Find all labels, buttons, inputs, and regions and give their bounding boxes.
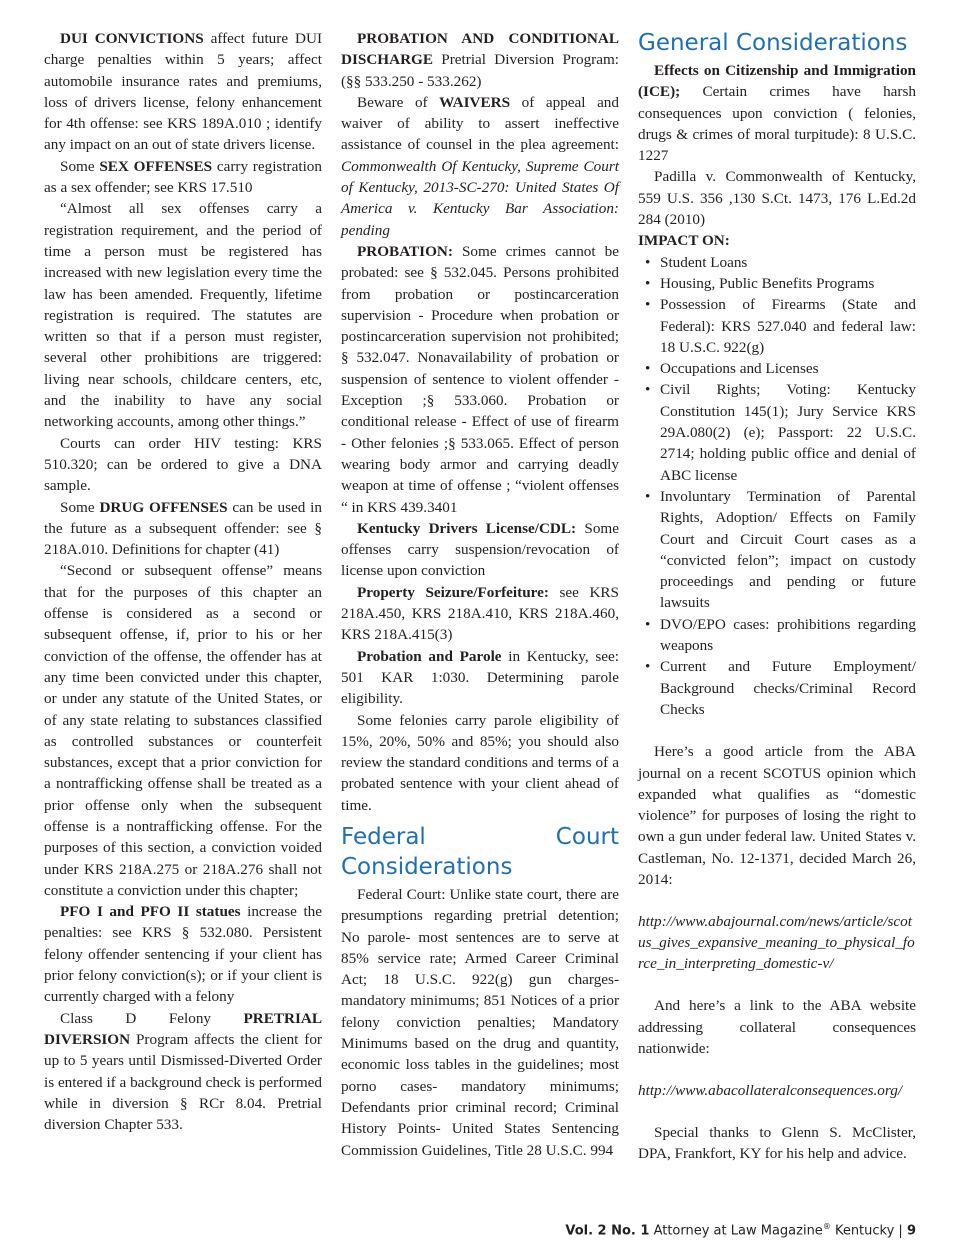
special-thanks-paragraph: Special thanks to Glenn S. McClister, DPA, Frankfort, KY for his help and advice. [638,1124,916,1163]
parole-eligibility-paragraph: Some felonies carry parole eligibility of 15%, 20%, 50% and 85%; you should also review the standard conditions and terms of a probated sentence with your client ahead of time. [341,711,619,814]
impact-heading: IMPACT ON: [638,232,730,250]
list-item: • Civil Rights; Voting: Kentucky Constitution 145(1); Jury Service KRS 29A.080(2) (e); Passport: 22 U.S.C. 2714; holding public office and denial of ABC license [660,379,916,485]
collateral-consequences-link[interactable]: http://www.abacollateralconsequences.org/ [638,1082,903,1100]
probation-discharge-paragraph: PROBATION AND CONDITIONAL DISCHARGE Pretrial Diversion Program: (§§ 533.250 - 533.262) [341,30,619,90]
federal-court-paragraph: Federal Court: Unlike state court, there are presumptions regarding pretrial detention; No parole- most sentences are to serve at 85% service rate; Armed Career Criminal Act; 18 U.S.C. 922(g) gun charges- mandatory minimums; 851 Notices of a prior felony conviction penalties; Mandatory Minimums based on the drug and quantity, economic loss tables in the guidelines; most porno cases- mandatory minimums; Defendants prior criminal record; Criminal History Points- United States Sentencing Commission Guidelines, Title 28 U.S.C. 994 [341,885,619,1159]
list-item: • Occupations and Licenses [660,358,916,379]
list-item: • Involuntary Termination of Parental Rights, Adoption/ Effects on Family Court and Circuit Court cases as a “convicted felon”; impact on custody proceedings and pending or future lawsuits [660,486,916,614]
pfo-paragraph: PFO I and PFO II statues increase the penalties: see KRS § 532.080. Persistent felony offender sentencing if your client has prior felony conviction(s); or if your client is currently charged with a felony [44,903,322,1006]
page-number: 9 [906,1223,916,1239]
list-item: • Current and Future Employment/ Background checks/Criminal Record Checks [660,656,916,720]
immigration-paragraph: Effects on Citizenship and Immigration (ICE); Certain crimes have harsh consequences upon conviction ( felonies, drugs & crimes of moral turpitude): 8 U.S.C. 1227 [638,62,916,165]
column-3 [638,28,916,1165]
aba-website-paragraph: And here’s a link to the ABA website addressing collateral consequences nationwide: [638,997,916,1057]
page-footer: Vol. 2 No. 1 Attorney at Law Magazine® Kentucky | 9 [565,1222,916,1239]
list-item: • DVO/EPO cases: prohibitions regarding weapons [660,614,916,657]
drivers-license-paragraph: Kentucky Drivers License/CDL: Some offenses carry suspension/revocation of license upon conviction [341,519,619,580]
magazine-name: Attorney at Law Magazine [649,1223,823,1239]
drug-offenses-paragraph: Some DRUG OFFENSES can be used in the future as a subsequent offender: see § 218A.010. Definitions for chapter (41) [44,498,322,559]
parole-paragraph: Probation and Parole in Kentucky, see: 501 KAR 1:030. Determining parole eligibility. [341,647,619,708]
aba-article-paragraph: Here’s a good article from the ABA journal on a recent SCOTUS opinion which expanded what qualifies as “domestic violence” for purposes of losing the right to own a gun under federal law. United States v. Castleman, No. 12-1371, decided March 26, 2014: [638,743,916,888]
list-item: • Housing, Public Benefits Programs [660,273,916,294]
padilla-citation: Padilla v. Commonwealth of Kentucky, 559 U.S. 356 ,130 S.Ct. 1473, 176 L.Ed.2d 284 (2010) [638,168,916,229]
federal-court-heading: Federal Court Considerations [341,823,619,880]
issue-label: Vol. 2 No. 1 [565,1223,650,1239]
hiv-paragraph: Courts can order HIV testing: KRS 510.320; can be ordered to give a DNA sample. [44,434,322,495]
registration-quote: “Almost all sex offenses carry a registration requirement, and the period of time a person must be registered has increased with new legislation every time the law has been amended. Frequently, lifetime registration is required. The statutes are written so that if a person must register, several other prohibitions are triggered: living near schools, childcare centers, etc, and the inability to have any social networking accounts, among other things.” [44,200,322,431]
general-considerations-heading: General Considerations [638,30,908,56]
probation-paragraph: PROBATION: Some crimes cannot be probated: see § 532.045. Persons prohibited from probation or postincarceration supervision - Procedure when probation or postincarceration supervision not prohibited; § 532.047. Nonavailability of probation or suspension of sentence to violent offender - Exception ;§ 533.060. Probation or conditional release - Effect of use of firearm - Other felonies ;§ 533.065. Effect of person wearing body armor and carrying deadly weapon at time of offense ; “violent offenses “ in KRS 439.3401 [341,242,619,516]
dui-paragraph: DUI CONVICTIONS affect future DUI charge penalties within 5 years; affect automobile insurance rates and premiums, loss of drivers license, felony enhancement for 4th offense: see KRS 189A.010 ; identify any impact on an out of state drivers license. [44,30,322,154]
subsequent-offense-quote: “Second or subsequent offense” means that for the purposes of this chapter an offense is considered as a second or subsequent offense, if, prior to his or her conviction of the offense, the offender has at any time been convicted under this chapter, or under any statute of the United States, or of any state relating to substances classified as controlled substances or counterfeit substances, except that a prior conviction for a nontrafficking offense shall be treated as a prior offense only when the subsequent offense is a nontrafficking offense. For the purposes of this section, a conviction voided under KRS 218A.275 or 218A.276 shall not constitute a conviction under this chapter; [44,562,322,899]
sex-offenses-paragraph: Some SEX OFFENSES carry registration as a sex offender; see KRS 17.510 [44,157,322,197]
column-1 [44,28,322,1135]
waivers-paragraph: Beware of WAIVERS of appeal and waiver of ability to assert ineffective assistance of counsel in the plea agreement: Commonwealth Of Kentucky, Supreme Court of Kentucky, 2013-SC-270: United States Of America v. Kentucky Bar Association: pending [341,93,619,239]
aba-journal-link[interactable]: http://www.abajournal.com/news/article/scotus_gives_expansive_meaning_to_physical_force_in_interpreting_domestic-v/ [638,913,915,973]
impact-list [638,252,916,721]
list-item: • Student Loans [660,252,916,273]
column-2 [341,28,619,1161]
property-seizure-paragraph: Property Seizure/Forfeiture: see KRS 218A.450, KRS 218A.410, KRS 218A.460, KRS 218A.415(3) [341,583,620,644]
pretrial-diversion-paragraph: Class D Felony PRETRIAL DIVERSION Program affects the client for up to 5 years until Dismissed-Diverted Order is entered if a background check is performed while in diversion § RCr 8.04. Pretrial diversion Chapter 533. [44,1009,322,1134]
list-item: • Possession of Firearms (State and Federal): KRS 527.040 and federal law: 18 U.S.C. 922(g) [660,294,916,358]
